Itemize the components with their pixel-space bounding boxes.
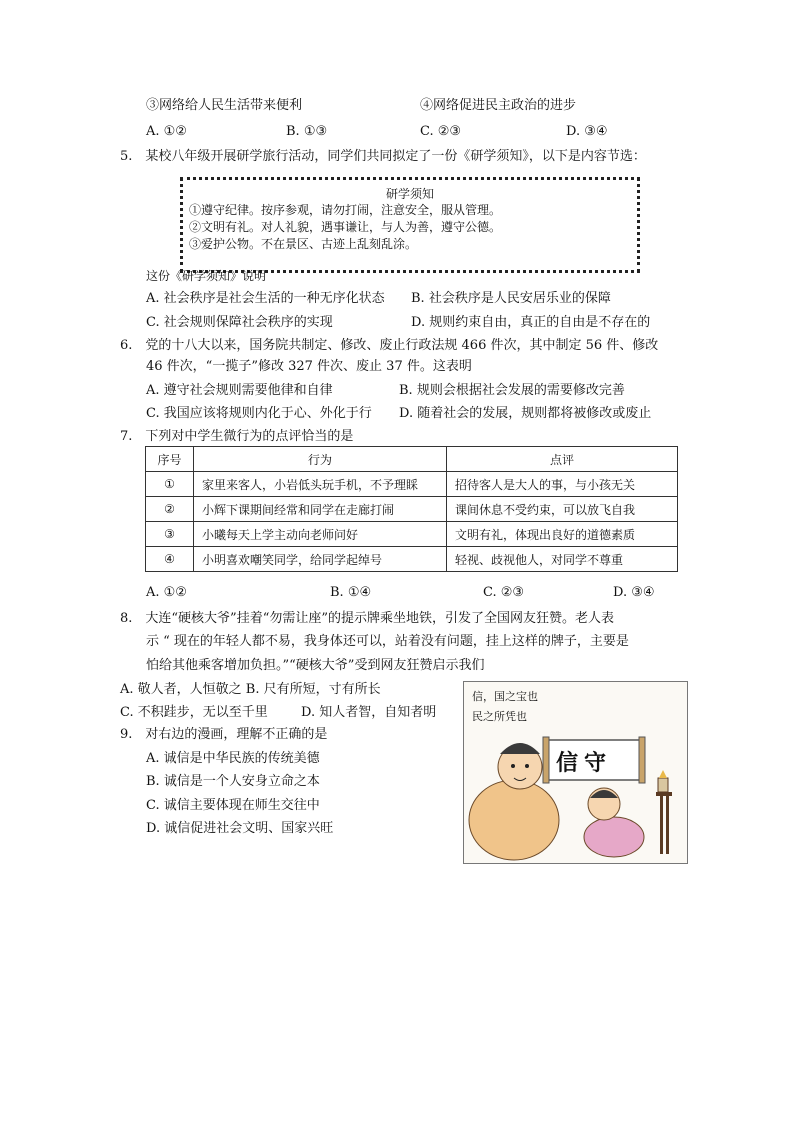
- header-comment: 点评: [447, 447, 678, 472]
- notice-title: 研学须知: [385, 187, 434, 201]
- table-row: [146, 547, 678, 572]
- notice-line-2: ②文明有礼。对人礼貌，遇事谦让，与人为善，遵守公德。: [189, 220, 502, 234]
- row-comment: 文明有礼，体现出良好的道德素质: [447, 522, 678, 547]
- q6-stem-line-1: 6. 党的十八大以来，国务院共制定、修改、废止行政法规 466 件次，其中制定 56 件、修改: [120, 338, 659, 353]
- table-row: [146, 497, 678, 522]
- row-behavior: 小明喜欢嘲笑同学，给同学起绰号: [194, 547, 447, 572]
- row-index: ①: [146, 472, 194, 497]
- row-index: ④: [146, 547, 194, 572]
- behavior-table: [145, 446, 678, 572]
- q4-option-a: A. ①②: [146, 124, 187, 139]
- q5-option-a: A. 社会秩序是社会生活的一种无序化状态: [146, 291, 385, 306]
- q5-lead: 这份《研学须知》说明: [146, 269, 267, 283]
- q9-option-b: B. 诚信是一个人安身立命之本: [146, 774, 320, 789]
- q8-stem-line-2: 示 “ 现在的年轻人都不易，我身体还可以，站着没有问题，挂上这样的牌子，主要是: [146, 634, 629, 649]
- q6-option-a: A. 遵守社会规则需要他律和自律: [146, 383, 333, 398]
- q9-option-c: C. 诚信主要体现在师生交往中: [146, 798, 320, 813]
- cartoon-banner-text: 信守: [556, 750, 613, 776]
- q6-option-d: D. 随着社会的发展，规则都将被修改或废止: [399, 406, 652, 421]
- q7-option-c: C. ②③: [483, 585, 525, 600]
- row-behavior: 家里来客人，小岩低头玩手机，不予理睬: [194, 472, 447, 497]
- q8-option-c: C. 不积跬步，无以至千里: [120, 705, 268, 720]
- row-index: ③: [146, 522, 194, 547]
- q8-stem-line-1: 8. 大连“硬核大爷”挂着“勿需让座”的提示牌乘坐地铁，引发了全国网友狂赞。老人表: [120, 611, 614, 626]
- row-behavior: 小曦每天上学主动向老师问好: [194, 522, 447, 547]
- q4-option-d: D. ③④: [566, 124, 608, 139]
- q9-option-d: D. 诚信促进社会文明、国家兴旺: [146, 821, 334, 836]
- q4-statement-3: ③网络给人民生活带来便利: [146, 98, 303, 113]
- q4-option-c: C. ②③: [420, 124, 462, 139]
- q5-option-c: C. 社会规则保障社会秩序的实现: [146, 315, 333, 330]
- q5-option-b: B. 社会秩序是人民安居乐业的保障: [411, 291, 611, 306]
- q6-option-b: B. 规则会根据社会发展的需要修改完善: [399, 383, 625, 398]
- header-behavior: 行为: [194, 447, 447, 472]
- notice-line-1: ①遵守纪律。按序参观，请勿打闹，注意安全，服从管理。: [189, 203, 502, 217]
- q8-option-ab: A. 敬人者，人恒敬之 B. 尺有所短，寸有所长: [120, 682, 381, 697]
- header-index: 序号: [146, 447, 194, 472]
- integrity-cartoon: [463, 681, 688, 864]
- cartoon-caption-2: 民之所凭也: [472, 710, 527, 723]
- q4-option-b: B. ①③: [286, 124, 328, 139]
- row-comment: 轻视、歧视他人，对同学不尊重: [447, 547, 678, 572]
- q7-stem: 7. 下列对中学生微行为的点评恰当的是: [120, 429, 354, 444]
- row-comment: 课间休息不受约束，可以放飞自我: [447, 497, 678, 522]
- notice-line-3: ③爱护公物。不在景区、古迹上乱刻乱涂。: [189, 237, 418, 251]
- q8-option-d: D. 知人者智，自知者明: [301, 705, 437, 720]
- q5-option-d: D. 规则约束自由，真正的自由是不存在的: [411, 315, 651, 330]
- notice-box: [180, 177, 640, 273]
- q8-stem-line-3: 怕给其他乘客增加负担。”“硬核大爷”受到网友狂赞启示我们: [146, 658, 485, 673]
- row-index: ②: [146, 497, 194, 522]
- q7-option-d: D. ③④: [613, 585, 655, 600]
- table-header-row: [146, 447, 678, 472]
- q4-statement-4: ④网络促进民主政治的进步: [420, 98, 577, 113]
- cartoon-caption-1: 信，国之宝也: [472, 690, 538, 703]
- q6-stem-line-2: 46 件次，“一揽子”修改 327 件次、废止 37 件。这表明: [146, 359, 472, 374]
- q7-option-a: A. ①②: [146, 585, 187, 600]
- q9-stem: 9. 对右边的漫画，理解不正确的是: [120, 727, 328, 742]
- table-row: [146, 522, 678, 547]
- table-row: [146, 472, 678, 497]
- q9-option-a: A. 诚信是中华民族的传统美德: [146, 751, 320, 766]
- row-comment: 招待客人是大人的事，与小孩无关: [447, 472, 678, 497]
- q6-option-c: C. 我国应该将规则内化于心、外化于行: [146, 406, 372, 421]
- row-behavior: 小辉下课期间经常和同学在走廊打闹: [194, 497, 447, 522]
- q7-option-b: B. ①④: [330, 585, 372, 600]
- q5-stem: 5. 某校八年级开展研学旅行活动，同学们共同拟定了一份《研学须知》，以下是内容节选：: [120, 149, 646, 164]
